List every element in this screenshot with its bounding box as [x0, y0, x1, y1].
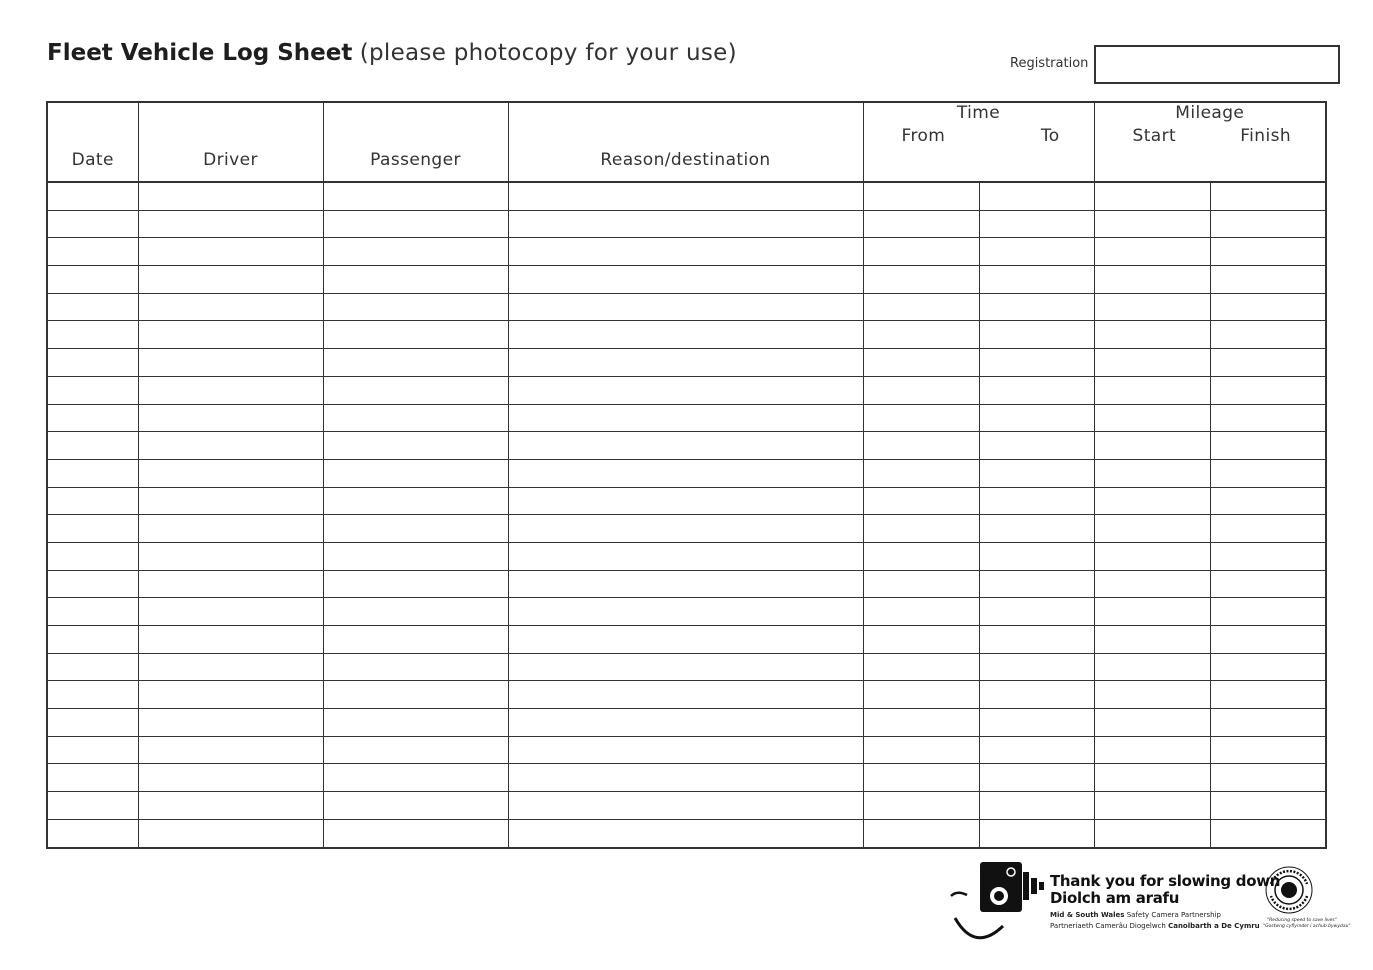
cell-reason[interactable]	[508, 210, 863, 238]
table-row	[47, 432, 1326, 460]
cell-time-from[interactable]	[863, 570, 979, 598]
table-row	[47, 293, 1326, 321]
cell-time-to[interactable]	[979, 709, 1094, 737]
cell-date[interactable]	[47, 293, 138, 321]
cell-passenger[interactable]	[323, 293, 508, 321]
cell-driver[interactable]	[138, 487, 323, 515]
cell-driver[interactable]	[138, 792, 323, 820]
cell-mileage-start[interactable]	[1094, 542, 1210, 570]
cell-time-to[interactable]	[979, 293, 1094, 321]
table-row	[47, 487, 1326, 515]
cell-date[interactable]	[47, 653, 138, 681]
footer-partnership-en: Mid & South Wales Safety Camera Partnership	[1050, 911, 1221, 919]
table-row	[47, 376, 1326, 404]
cell-mileage-finish[interactable]	[1210, 792, 1326, 820]
cell-driver[interactable]	[138, 709, 323, 737]
cell-passenger[interactable]	[323, 736, 508, 764]
cell-time-from[interactable]	[863, 792, 979, 820]
cell-mileage-finish[interactable]	[1210, 515, 1326, 543]
table-row	[47, 349, 1326, 377]
cell-mileage-finish[interactable]	[1210, 819, 1326, 847]
cell-passenger[interactable]	[323, 764, 508, 792]
cell-date[interactable]	[47, 487, 138, 515]
col-time-label: Time	[956, 103, 1001, 123]
col-date: Date	[47, 102, 138, 182]
cell-time-from[interactable]	[863, 487, 979, 515]
table-row	[47, 598, 1326, 626]
table-row	[47, 819, 1326, 847]
cell-driver[interactable]	[138, 542, 323, 570]
cell-reason[interactable]	[508, 432, 863, 460]
cell-mileage-finish[interactable]	[1210, 626, 1326, 654]
cell-date[interactable]	[47, 764, 138, 792]
cell-mileage-finish[interactable]	[1210, 293, 1326, 321]
table-row	[47, 266, 1326, 294]
cell-mileage-finish[interactable]	[1210, 238, 1326, 266]
cell-time-to[interactable]	[979, 349, 1094, 377]
cell-date[interactable]	[47, 432, 138, 460]
cell-driver[interactable]	[138, 293, 323, 321]
table-row	[47, 764, 1326, 792]
cell-mileage-start[interactable]	[1094, 210, 1210, 238]
table-row	[47, 709, 1326, 737]
cell-time-from[interactable]	[863, 349, 979, 377]
cell-mileage-start[interactable]	[1094, 626, 1210, 654]
cell-passenger[interactable]	[323, 432, 508, 460]
cell-reason[interactable]	[508, 736, 863, 764]
cell-reason[interactable]	[508, 376, 863, 404]
cell-mileage-start[interactable]	[1094, 736, 1210, 764]
table-row	[47, 626, 1326, 654]
footer-thanks-en: Thank you for slowing down	[1050, 872, 1281, 890]
cell-passenger[interactable]	[323, 210, 508, 238]
footer-branding	[945, 858, 1351, 948]
cell-mileage-start[interactable]	[1094, 404, 1210, 432]
title-note: (please photocopy for your use)	[359, 40, 737, 66]
cell-date[interactable]	[47, 570, 138, 598]
cell-reason[interactable]	[508, 598, 863, 626]
cell-mileage-start[interactable]	[1094, 709, 1210, 737]
col-passenger: Passenger	[323, 102, 508, 182]
cell-mileage-finish[interactable]	[1210, 321, 1326, 349]
cell-time-from[interactable]	[863, 266, 979, 294]
cell-date[interactable]	[47, 709, 138, 737]
cell-reason[interactable]	[508, 459, 863, 487]
cell-reason[interactable]	[508, 515, 863, 543]
cell-passenger[interactable]	[323, 819, 508, 847]
col-time-from: From	[901, 126, 946, 146]
cell-mileage-finish[interactable]	[1210, 736, 1326, 764]
cell-time-from[interactable]	[863, 459, 979, 487]
cell-passenger[interactable]	[323, 570, 508, 598]
col-time	[863, 102, 1094, 182]
col-driver: Driver	[138, 102, 323, 182]
cell-mileage-finish[interactable]	[1210, 432, 1326, 460]
cell-reason[interactable]	[508, 487, 863, 515]
cell-time-from[interactable]	[863, 238, 979, 266]
cell-passenger[interactable]	[323, 487, 508, 515]
cell-time-from[interactable]	[863, 681, 979, 709]
cell-mileage-finish[interactable]	[1210, 653, 1326, 681]
cell-time-from[interactable]	[863, 709, 979, 737]
cell-driver[interactable]	[138, 681, 323, 709]
cell-mileage-start[interactable]	[1094, 515, 1210, 543]
cell-passenger[interactable]	[323, 709, 508, 737]
cell-time-from[interactable]	[863, 515, 979, 543]
safety-camera-logo-icon	[945, 858, 1045, 948]
cell-passenger[interactable]	[323, 459, 508, 487]
cell-driver[interactable]	[138, 238, 323, 266]
cell-driver[interactable]	[138, 459, 323, 487]
cell-time-from[interactable]	[863, 819, 979, 847]
cell-time-from[interactable]	[863, 598, 979, 626]
footer-motto-en: "Reducing speed to save lives"	[1267, 918, 1337, 923]
cell-passenger[interactable]	[323, 321, 508, 349]
table-row	[47, 792, 1326, 820]
cell-time-to[interactable]	[979, 764, 1094, 792]
cell-time-from[interactable]	[863, 736, 979, 764]
cell-mileage-start[interactable]	[1094, 764, 1210, 792]
cell-passenger[interactable]	[323, 238, 508, 266]
cell-time-to[interactable]	[979, 653, 1094, 681]
cell-date[interactable]	[47, 681, 138, 709]
table-row	[47, 238, 1326, 266]
cell-passenger[interactable]	[323, 266, 508, 294]
cell-reason[interactable]	[508, 653, 863, 681]
cell-time-from[interactable]	[863, 321, 979, 349]
cell-time-from[interactable]	[863, 404, 979, 432]
cell-driver[interactable]	[138, 570, 323, 598]
cell-date[interactable]	[47, 376, 138, 404]
cell-reason[interactable]	[508, 542, 863, 570]
col-mileage-finish: Finish	[1240, 126, 1292, 146]
cell-driver[interactable]	[138, 210, 323, 238]
cell-time-from[interactable]	[863, 182, 979, 210]
cell-date[interactable]	[47, 266, 138, 294]
cell-mileage-finish[interactable]	[1210, 681, 1326, 709]
table-row	[47, 570, 1326, 598]
cell-reason[interactable]	[508, 681, 863, 709]
cell-reason[interactable]	[508, 404, 863, 432]
cell-time-to[interactable]	[979, 626, 1094, 654]
cell-mileage-start[interactable]	[1094, 653, 1210, 681]
table-row	[47, 182, 1326, 210]
table-row	[47, 459, 1326, 487]
cell-time-from[interactable]	[863, 210, 979, 238]
cell-driver[interactable]	[138, 515, 323, 543]
cell-date[interactable]	[47, 626, 138, 654]
cell-date[interactable]	[47, 736, 138, 764]
table-row	[47, 681, 1326, 709]
cell-driver[interactable]	[138, 349, 323, 377]
cell-mileage-start[interactable]	[1094, 238, 1210, 266]
cell-mileage-start[interactable]	[1094, 349, 1210, 377]
cell-date[interactable]	[47, 182, 138, 210]
cell-time-to[interactable]	[979, 681, 1094, 709]
footer-partnership-cy: Partneriaeth Camerâu Diogelwch Canolbarth a De Cymru	[1050, 922, 1260, 930]
cell-mileage-start[interactable]	[1094, 293, 1210, 321]
table-row	[47, 515, 1326, 543]
cell-mileage-start[interactable]	[1094, 376, 1210, 404]
cell-reason[interactable]	[508, 792, 863, 820]
cell-passenger[interactable]	[323, 542, 508, 570]
cell-time-to[interactable]	[979, 210, 1094, 238]
cell-mileage-start[interactable]	[1094, 792, 1210, 820]
header-row	[47, 102, 1326, 182]
cell-mileage-finish[interactable]	[1210, 349, 1326, 377]
table-row	[47, 404, 1326, 432]
registration-field[interactable]	[1094, 45, 1340, 84]
cell-driver[interactable]	[138, 819, 323, 847]
cell-mileage-finish[interactable]	[1210, 598, 1326, 626]
cell-reason[interactable]	[508, 626, 863, 654]
cell-time-from[interactable]	[863, 653, 979, 681]
cell-driver[interactable]	[138, 736, 323, 764]
table-row	[47, 321, 1326, 349]
cell-reason[interactable]	[508, 570, 863, 598]
cell-mileage-start[interactable]	[1094, 487, 1210, 515]
col-mileage-start: Start	[1132, 126, 1177, 146]
partnership-seal-icon	[1263, 864, 1315, 916]
cell-mileage-finish[interactable]	[1210, 764, 1326, 792]
table-row	[47, 542, 1326, 570]
cell-driver[interactable]	[138, 598, 323, 626]
cell-mileage-start[interactable]	[1094, 598, 1210, 626]
cell-date[interactable]	[47, 238, 138, 266]
cell-time-to[interactable]	[979, 266, 1094, 294]
cell-mileage-start[interactable]	[1094, 459, 1210, 487]
cell-time-from[interactable]	[863, 542, 979, 570]
cell-mileage-start[interactable]	[1094, 321, 1210, 349]
cell-time-to[interactable]	[979, 792, 1094, 820]
col-mileage-label: Mileage	[1175, 103, 1245, 123]
cell-time-from[interactable]	[863, 376, 979, 404]
cell-reason[interactable]	[508, 709, 863, 737]
page-title	[47, 40, 737, 66]
log-table	[46, 101, 1327, 849]
title-main: Fleet Vehicle Log Sheet	[47, 40, 353, 66]
cell-time-to[interactable]	[979, 432, 1094, 460]
cell-date[interactable]	[47, 349, 138, 377]
cell-mileage-finish[interactable]	[1210, 542, 1326, 570]
col-reason: Reason/destination	[508, 102, 863, 182]
cell-time-to[interactable]	[979, 736, 1094, 764]
cell-mileage-finish[interactable]	[1210, 210, 1326, 238]
cell-mileage-finish[interactable]	[1210, 376, 1326, 404]
cell-time-to[interactable]	[979, 376, 1094, 404]
cell-reason[interactable]	[508, 182, 863, 210]
footer-thanks-cy: Diolch am arafu	[1050, 889, 1180, 907]
col-time-to: To	[1040, 126, 1060, 146]
cell-time-to[interactable]	[979, 487, 1094, 515]
cell-passenger[interactable]	[323, 349, 508, 377]
cell-date[interactable]	[47, 459, 138, 487]
cell-mileage-start[interactable]	[1094, 570, 1210, 598]
cell-passenger[interactable]	[323, 598, 508, 626]
cell-mileage-start[interactable]	[1094, 819, 1210, 847]
table-row	[47, 736, 1326, 764]
cell-time-to[interactable]	[979, 819, 1094, 847]
registration-label: Registration	[1010, 56, 1089, 71]
cell-mileage-finish[interactable]	[1210, 487, 1326, 515]
cell-time-to[interactable]	[979, 182, 1094, 210]
cell-mileage-finish[interactable]	[1210, 404, 1326, 432]
cell-mileage-start[interactable]	[1094, 182, 1210, 210]
cell-time-from[interactable]	[863, 293, 979, 321]
cell-mileage-finish[interactable]	[1210, 266, 1326, 294]
cell-reason[interactable]	[508, 349, 863, 377]
cell-date[interactable]	[47, 598, 138, 626]
cell-passenger[interactable]	[323, 626, 508, 654]
cell-date[interactable]	[47, 321, 138, 349]
cell-passenger[interactable]	[323, 653, 508, 681]
cell-time-to[interactable]	[979, 542, 1094, 570]
cell-time-from[interactable]	[863, 432, 979, 460]
cell-time-to[interactable]	[979, 238, 1094, 266]
cell-driver[interactable]	[138, 653, 323, 681]
cell-passenger[interactable]	[323, 792, 508, 820]
cell-reason[interactable]	[508, 321, 863, 349]
cell-driver[interactable]	[138, 321, 323, 349]
table-row	[47, 210, 1326, 238]
cell-time-to[interactable]	[979, 459, 1094, 487]
footer-motto-cy: "Gostwng cyflymder i achub bywydau"	[1263, 924, 1351, 929]
cell-mileage-start[interactable]	[1094, 681, 1210, 709]
cell-reason[interactable]	[508, 293, 863, 321]
cell-date[interactable]	[47, 210, 138, 238]
cell-driver[interactable]	[138, 764, 323, 792]
cell-passenger[interactable]	[323, 515, 508, 543]
cell-passenger[interactable]	[323, 404, 508, 432]
cell-passenger[interactable]	[323, 182, 508, 210]
cell-time-to[interactable]	[979, 515, 1094, 543]
cell-driver[interactable]	[138, 432, 323, 460]
cell-date[interactable]	[47, 515, 138, 543]
cell-mileage-finish[interactable]	[1210, 709, 1326, 737]
cell-reason[interactable]	[508, 819, 863, 847]
cell-date[interactable]	[47, 819, 138, 847]
cell-mileage-finish[interactable]	[1210, 459, 1326, 487]
cell-driver[interactable]	[138, 376, 323, 404]
cell-time-to[interactable]	[979, 598, 1094, 626]
cell-driver[interactable]	[138, 626, 323, 654]
cell-date[interactable]	[47, 542, 138, 570]
cell-mileage-finish[interactable]	[1210, 182, 1326, 210]
cell-time-to[interactable]	[979, 404, 1094, 432]
cell-reason[interactable]	[508, 238, 863, 266]
cell-date[interactable]	[47, 404, 138, 432]
cell-passenger[interactable]	[323, 681, 508, 709]
cell-driver[interactable]	[138, 182, 323, 210]
cell-date[interactable]	[47, 792, 138, 820]
cell-driver[interactable]	[138, 404, 323, 432]
cell-passenger[interactable]	[323, 376, 508, 404]
cell-mileage-start[interactable]	[1094, 266, 1210, 294]
cell-reason[interactable]	[508, 764, 863, 792]
cell-time-to[interactable]	[979, 570, 1094, 598]
table-row	[47, 653, 1326, 681]
cell-time-from[interactable]	[863, 764, 979, 792]
cell-mileage-start[interactable]	[1094, 432, 1210, 460]
cell-driver[interactable]	[138, 266, 323, 294]
cell-mileage-finish[interactable]	[1210, 570, 1326, 598]
col-mileage	[1094, 102, 1326, 182]
cell-time-from[interactable]	[863, 626, 979, 654]
cell-time-to[interactable]	[979, 321, 1094, 349]
log-body	[47, 182, 1326, 848]
cell-reason[interactable]	[508, 266, 863, 294]
